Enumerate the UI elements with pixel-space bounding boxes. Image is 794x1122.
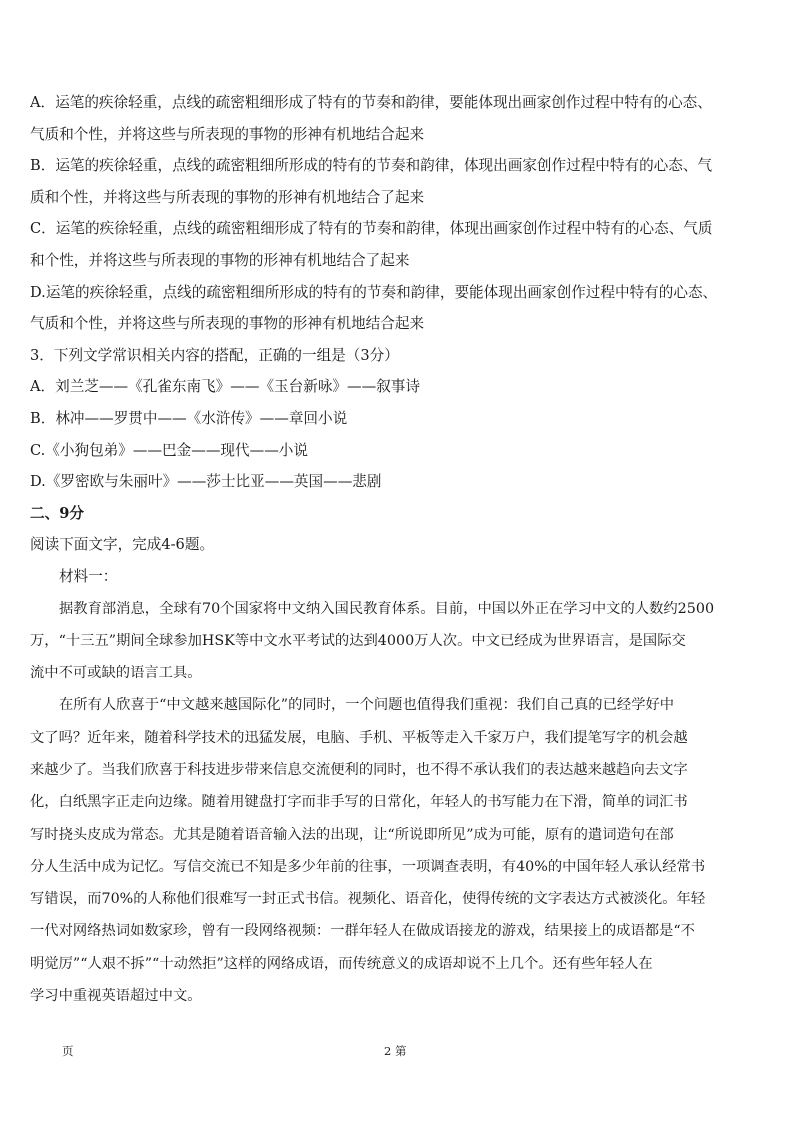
footer-page-label: 页 <box>62 1044 74 1058</box>
footer-page-number: 2 第 <box>384 1044 407 1058</box>
paragraph-2-line4: 化，白纸黑字正走向边缘。随着用键盘打字而非手写的日常化，年轻人的书写能力在下滑，简单的词汇书 <box>30 794 688 811</box>
option-q3-b: B．林冲——罗贯中——《水浒传》——章回小说 <box>30 409 348 427</box>
option-q2-a-line2: 气质和个性，并将这些与所表现的事物的形神有机地结合起来 <box>30 125 425 143</box>
paragraph-1-line1: 据教育部消息，全球有70个国家将中文纳入国民教育体系。目前，中国以外正在学习中文的人数约2500 <box>59 600 715 617</box>
paragraph-2-line3: 来越少了。当我们欣喜于科技进步带来信息交流便利的同时，也不得不承认我们的表达越来越趋向去文字 <box>30 761 688 778</box>
question-3-stem: 3．下列文学常识相关内容的搭配，正确的一组是（3分） <box>30 346 399 364</box>
paragraph-2-line10: 学习中重视英语超过中文。 <box>30 988 202 1005</box>
section-2-title: 二、9分 <box>30 504 84 522</box>
option-q3-d: D.《罗密欧与朱丽叶》——莎士比亚——英国——悲剧 <box>30 473 382 491</box>
option-q3-a: A．刘兰芝——《孔雀东南飞》——《玉台新咏》——叙事诗 <box>30 378 420 396</box>
paragraph-2-line6: 分人生活中成为记忆。写信交流已不知是多少年前的往事，一项调查表明，有40%的中国年轻人承认经常书 <box>30 858 706 875</box>
option-q2-c-line2: 和个性，并将这些与所表现的事物的形神有机地结合了起来 <box>30 251 410 269</box>
option-q2-c-line1: C．运笔的疾徐轻重，点线的疏密粗细形成了特有的节奏和韵律，体现出画家创作过程中特有的心态、气质 <box>30 220 713 238</box>
paragraph-2-line1: 在所有人欣喜于“中文越来越国际化”的同时，一个问题也值得我们重视：我们自己真的已经学好中 <box>59 697 675 714</box>
option-q2-d-line2: 气质和个性，并将这些与所表现的事物的形神有机地结合起来 <box>30 315 425 333</box>
paragraph-1-line2: 万，“十三五”期间全球参加HSK等中文水平考试的达到4000万人次。中文已经成为世界语言，是国际交 <box>30 632 686 649</box>
section-2-instruction: 阅读下面文字，完成4-6题。 <box>30 536 215 554</box>
option-q3-c: C.《小狗包弟》——巴金——现代——小说 <box>30 441 308 459</box>
option-q2-b-line2: 质和个性，并将这些与所表现的事物的形神有机地结合了起来 <box>30 188 425 206</box>
paragraph-2-line9: 明觉厉”“人艰不拆”“十动然拒”这样的网络成语，而传统意义的成语却说不上几个。还有些年轻人在 <box>30 955 653 972</box>
option-q2-d-line1: D.运笔的疾徐轻重，点线的疏密粗细所形成的特有的节奏和韵律，要能体现出画家创作过程中特有的心态、 <box>30 283 718 301</box>
option-q2-a-line1: A．运笔的疾徐轻重，点线的疏密粗细形成了特有的节奏和韵律，要能体现出画家创作过程中特有的心态、 <box>30 94 712 111</box>
paragraph-2-line5: 写时挠头皮成为常态。尤其是随着语音输入法的出现，让“所说即所见”成为可能，原有的遣词造句在部 <box>30 826 674 843</box>
option-q2-b-line1: B．运笔的疾徐轻重，点线的疏密粗细所形成的特有的节奏和韵律，体现出画家创作过程中特有的心态、气 <box>30 157 713 175</box>
paragraph-2-line2: 文了吗？近年来，随着科学技术的迅猛发展，电脑、手机、平板等走入千家万户，我们提笔写字的机会越 <box>30 729 688 746</box>
page-content <box>30 92 760 1017</box>
paragraph-1-line3: 流中不可或缺的语言工具。 <box>30 665 202 682</box>
paragraph-2-line7: 写错误，而70%的人称他们很难写一封正式书信。视频化、语音化，使得传统的文字表达方式被淡化。年轻 <box>30 891 706 908</box>
paragraph-2-line8: 一代对网络热词如数家珍，曾有一段网络视频：一群年轻人在做成语接龙的游戏，结果接上的成语都是“不 <box>30 923 695 940</box>
material-1-label: 材料一： <box>59 567 118 585</box>
